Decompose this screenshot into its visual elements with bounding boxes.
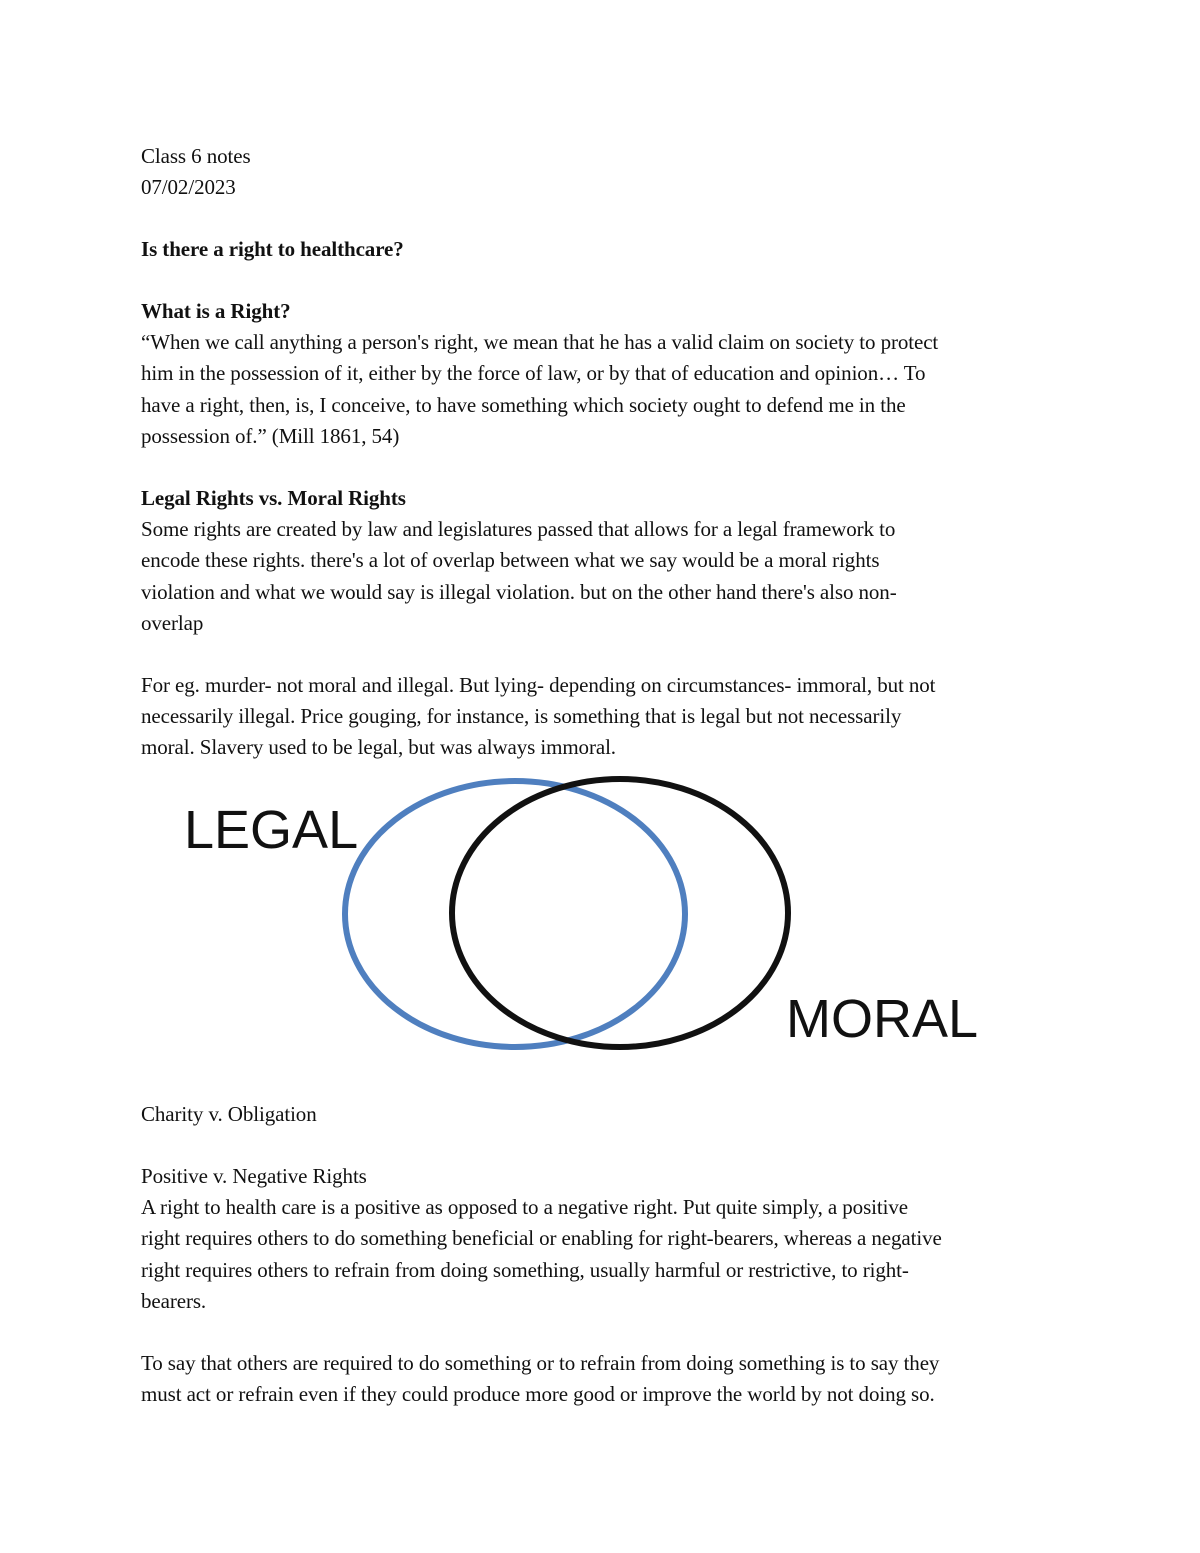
legal-label: LEGAL <box>184 800 359 860</box>
paragraph-line: overlap <box>141 610 204 635</box>
question-heading: Is there a right to healthcare? <box>141 237 404 261</box>
paragraph-line: violation and what we would say is illegal violation. but on the other hand there's also non- <box>141 579 897 604</box>
positive-negative-section <box>141 1161 1071 1317</box>
what-is-right-section <box>141 296 1071 452</box>
doc-title: Class 6 notes <box>141 144 251 168</box>
paragraph-line: encode these rights. there's a lot of overlap between what we say would be a moral rights <box>141 548 880 573</box>
main-question <box>141 234 1071 265</box>
paragraph-line: bearers. <box>141 1288 207 1313</box>
legal-moral-venn-diagram <box>170 770 1010 1065</box>
legal-circle <box>345 781 685 1047</box>
doc-date: 07/02/2023 <box>141 175 236 200</box>
legal-moral-heading: Legal Rights vs. Moral Rights <box>141 486 406 510</box>
quote-line: “When we call anything a person's right, we mean that he has a valid claim on society to protect <box>141 330 939 355</box>
paragraph-line: must act or refrain even if they could produce more good or improve the world by not doing so. <box>141 1382 935 1407</box>
paragraph-line: moral. Slavery used to be legal, but was always immoral. <box>141 735 616 760</box>
quote-line: him in the possession of it, either by the force of law, or by that of education and opinion… To <box>141 361 926 386</box>
legal-moral-section <box>141 483 1071 639</box>
paragraph-line: Some rights are created by law and legislatures passed that allows for a legal framework to <box>141 517 896 542</box>
paragraph-line: right requires others to do something beneficial or enabling for right-bearers, whereas a negative <box>141 1226 942 1251</box>
quote-line: have a right, then, is, I conceive, to have something which society ought to defend me in the <box>141 392 906 417</box>
quote-line: possession of.” (Mill 1861, 54) <box>141 423 400 448</box>
positive-negative-heading: Positive v. Negative Rights <box>141 1164 367 1188</box>
moral-circle <box>452 779 788 1047</box>
examples-paragraph <box>141 670 1071 764</box>
header-block <box>141 141 1071 203</box>
paragraph-line: To say that others are required to do something or to refrain from doing something is to say they <box>141 1351 940 1375</box>
paragraph-line: A right to health care is a positive as opposed to a negative right. Put quite simply, a positive <box>141 1195 908 1220</box>
paragraph-line: For eg. murder- not moral and illegal. But lying- depending on circumstances- immoral, but not <box>141 673 936 697</box>
paragraph-line: necessarily illegal. Price gouging, for instance, is something that is legal but not necessarily <box>141 704 902 729</box>
obligation-paragraph <box>141 1348 1071 1410</box>
what-is-right-heading: What is a Right? <box>141 299 291 323</box>
moral-label: MORAL <box>786 989 979 1049</box>
charity-heading: Charity v. Obligation <box>141 1102 317 1126</box>
paragraph-line: right requires others to refrain from doing something, usually harmful or restrictive, to right- <box>141 1257 909 1282</box>
charity-section <box>141 1099 1071 1130</box>
